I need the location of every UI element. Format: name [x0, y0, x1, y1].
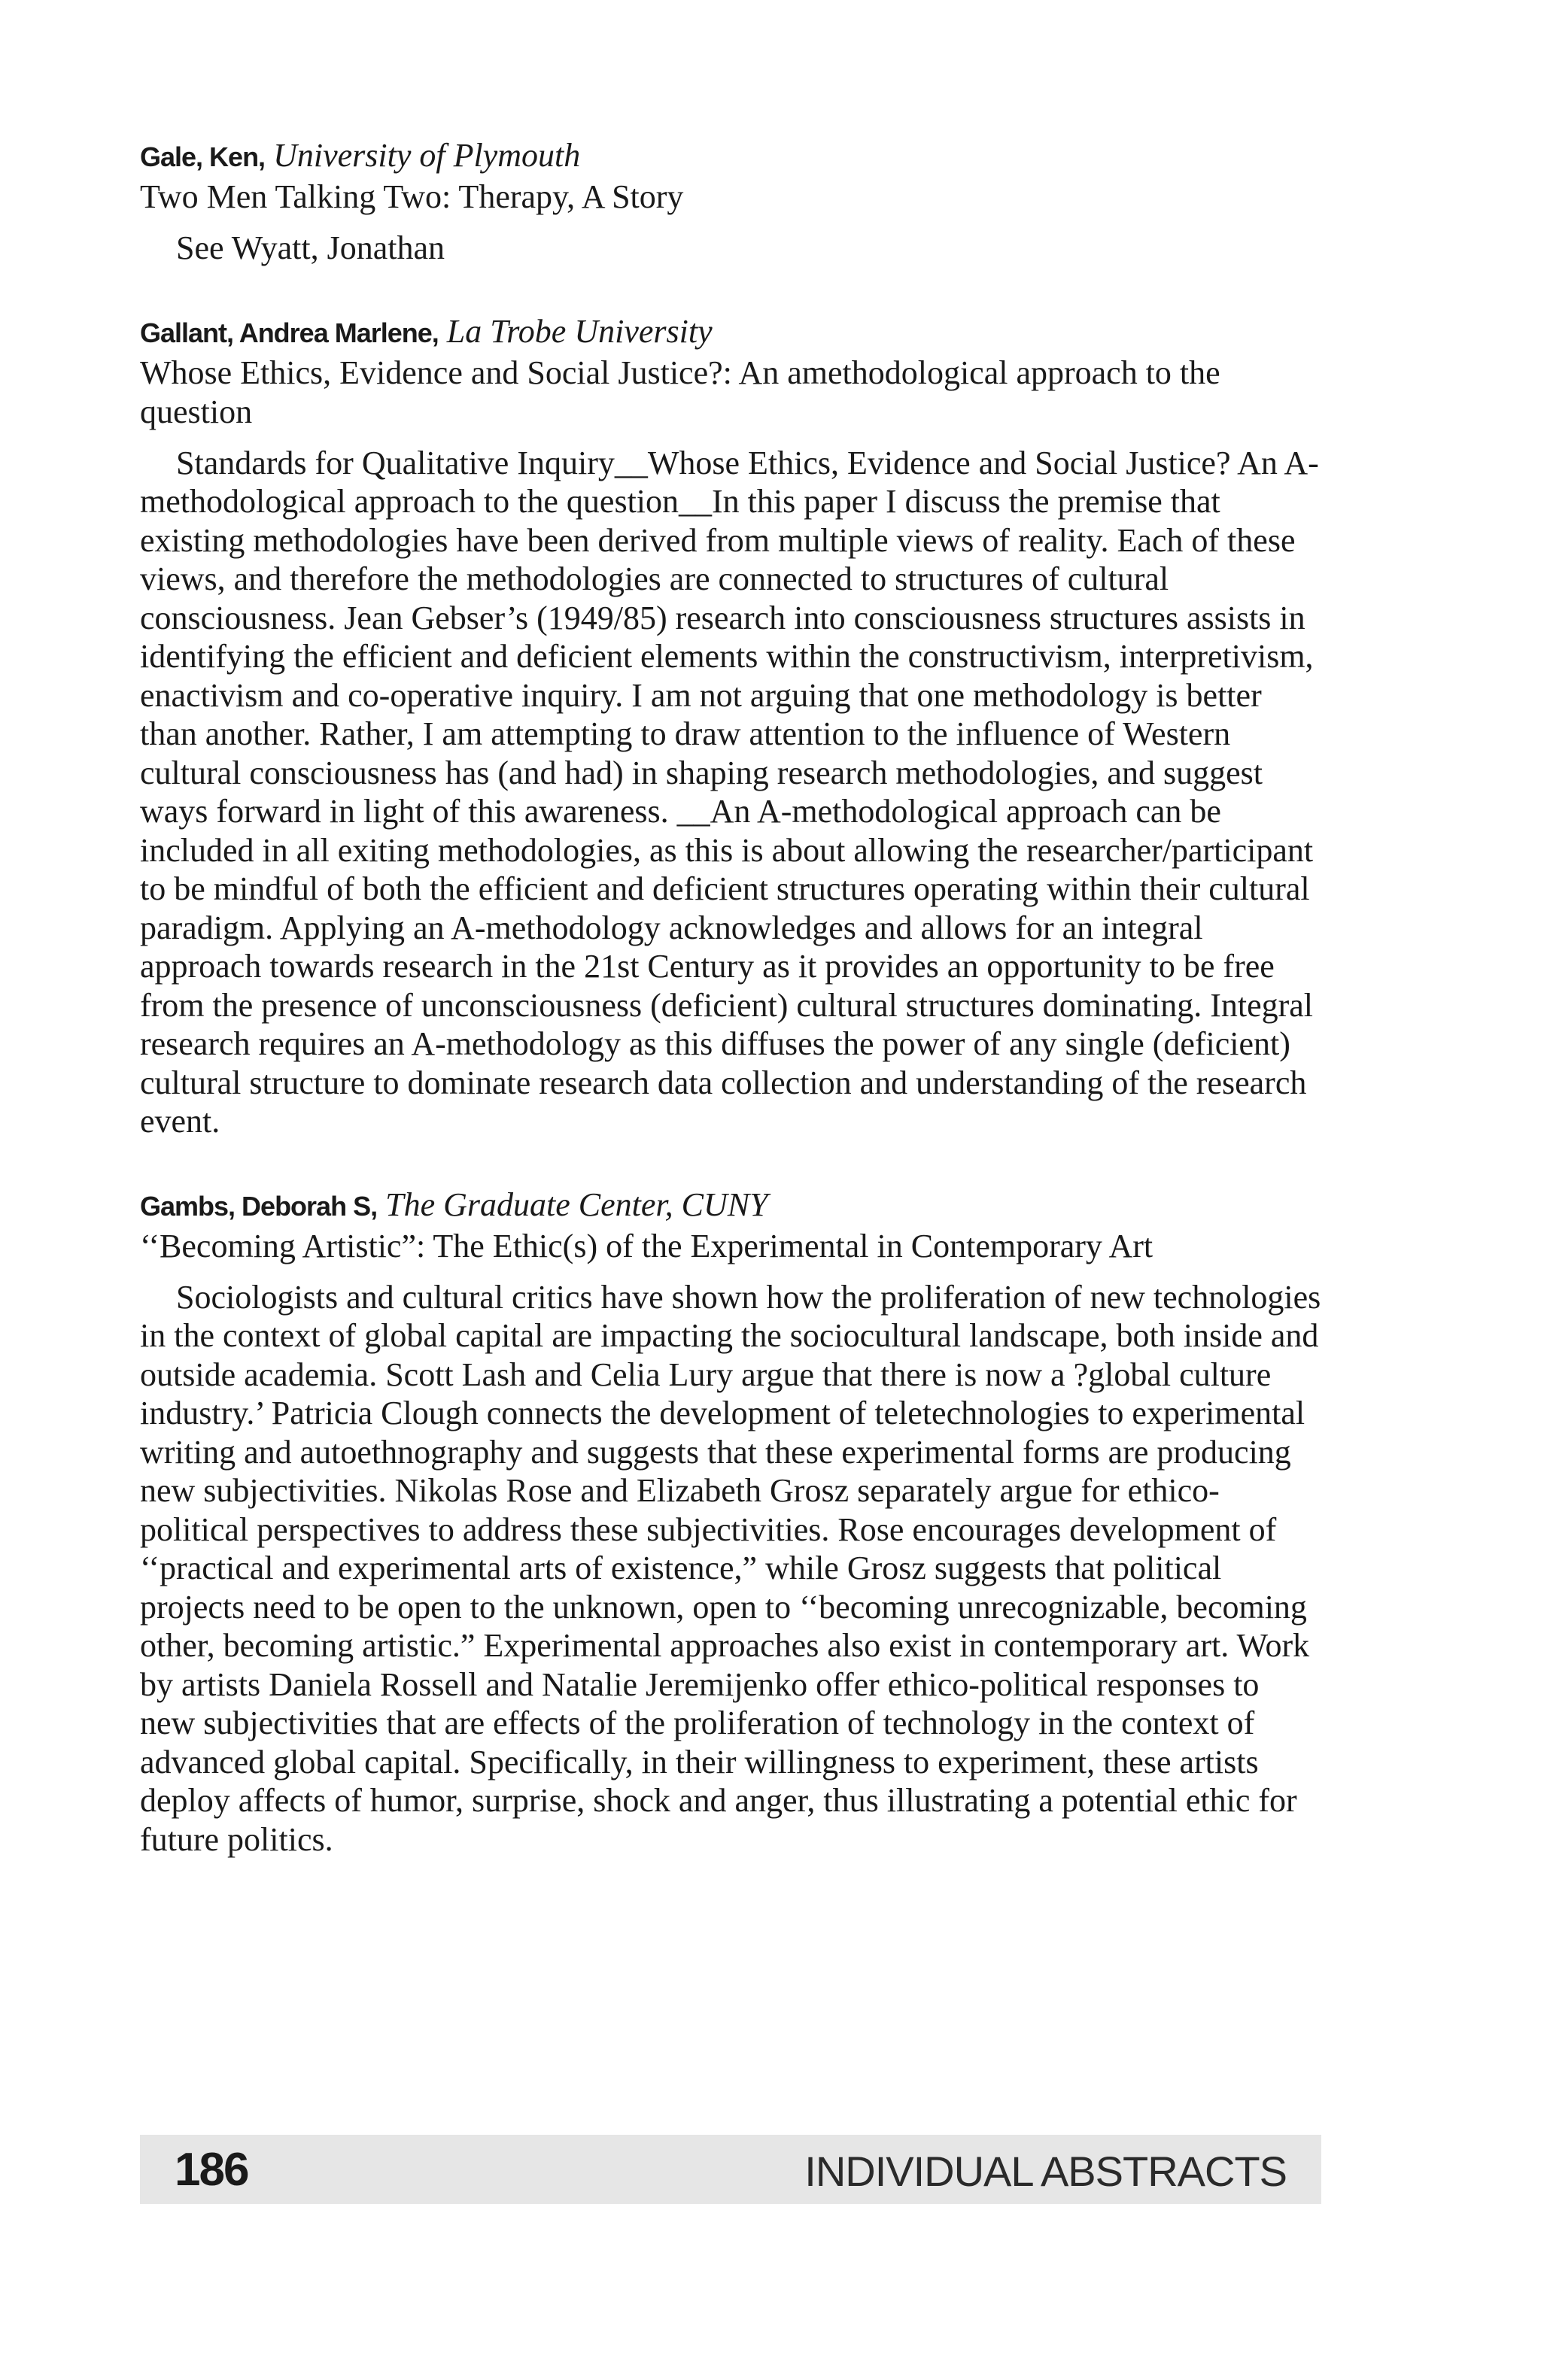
abstract-body: See Wyatt, Jonathan — [176, 229, 445, 266]
abstract-body: Standards for Qualitative Inquiry__Whose Ethics, Evidence and Social Justice? An A-methodological approach to the question__In this paper I discuss the premise that existing methodologies have been derived from multiple views of reality. Each of these views, and therefore the methodologies are connected to structures of cultural consciousness. Jean Gebser’s (1949/85) research into consciousness structures assists in identifying the efficient and deficient elements within the constructivism, interpretivism, enactivism and co-operative inquiry. I am not arguing that one methodology is better than another. Rather, I am attempting to draw attention to the influence of Western cultural consciousness has (and had) in shaping research methodologies, and suggest ways forward in light of this awareness. __An A-methodological approach can be included in all exiting methodologies, as this is about allowing the researcher/participant to be mindful of both the efficient and deficient structures operating within their cultural paradigm. Applying an A-methodology acknowledges and allows for an integral approach towards research in the 21st Century as it provides an opportunity to be free from the presence of unconsciousness (deficient) cultural structures dominating. Integral research requires an A-methodology as this diffuses the power of any single (deficient) cultural structure to dominate research data collection and understanding of the research event. — [140, 444, 1319, 1140]
page-footer — [140, 2135, 1321, 2204]
author-line — [140, 1185, 1321, 1227]
abstract-entry — [140, 135, 1321, 268]
abstract-title: ‘‘Becoming Artistic”: The Ethic(s) of the Experimental in Contemporary Art — [140, 1227, 1153, 1264]
author-affiliation: The Graduate Center, CUNY — [385, 1185, 768, 1223]
section-title: INDIVIDUAL ABSTRACTS — [804, 2148, 1287, 2195]
abstract-entry — [140, 311, 1321, 1141]
author-affiliation: La Trobe University — [446, 312, 713, 350]
abstract-title: Two Men Talking Two: Therapy, A Story — [140, 178, 684, 215]
abstract-body: Sociologists and cultural critics have shown how the proliferation of new technologies in the context of global capital are impacting the sociocultural landscape, both inside and outside academia. Scott Lash and Celia Lury argue that there is now a ?global culture industry.’ Patricia Clough connects the development of teletechnologies to experimental writing and autoethnography and suggests that these experimental forms are producing new subjectivities. Nikolas Rose and Elizabeth Grosz separately argue for ethico-political perspectives to address these subjectivities. Rose encourages development of ‘‘practical and experimental arts of existence,” while Grosz suggests that political projects need to be open to the unknown, open to ‘‘becoming unrecognizable, becoming other, becoming artistic.” Experimental approaches also exist in contemporary art. Work by artists Daniela Rossell and Natalie Jeremijenko offer ethico-political responses to new subjectivities that are effects of the proliferation of technology in the context of advanced global capital. Specifically, in their willingness to experiment, these artists deploy affects of humor, surprise, shock and anger, thus illustrating a potential ethic for future politics. — [140, 1278, 1321, 1858]
author-name: Gambs, Deborah S, — [140, 1190, 378, 1222]
author-affiliation: University of Plymouth — [273, 137, 581, 174]
author-line — [140, 135, 1321, 178]
abstracts-column — [140, 135, 1321, 1902]
abstract-entry — [140, 1185, 1321, 1859]
author-name: Gallant, Andrea Marlene, — [140, 317, 439, 348]
abstract-title: Whose Ethics, Evidence and Social Justice?: An amethodological approach to the question — [140, 354, 1220, 430]
author-line — [140, 311, 1321, 354]
author-name: Gale, Ken, — [140, 141, 266, 172]
page-number: 186 — [175, 2144, 248, 2196]
